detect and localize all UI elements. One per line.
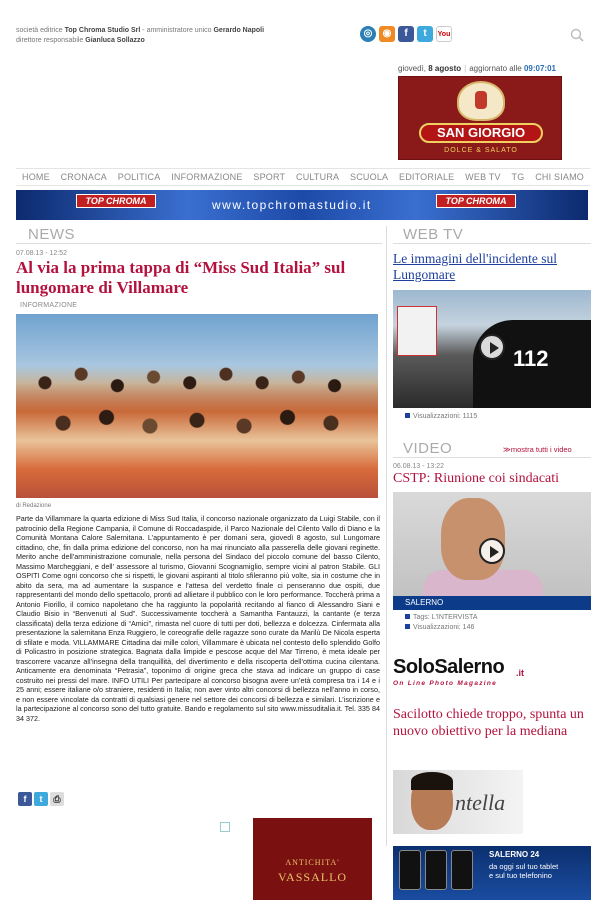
banner-logo-left: TOP CHROMA (76, 194, 156, 208)
play-icon[interactable] (479, 334, 505, 360)
solosalerno-tagline: On Line Photo Magazine (393, 680, 498, 687)
share-twitter-icon[interactable]: t (34, 792, 48, 806)
salerno24-brand: SALERNO 24 (489, 850, 540, 859)
banner-url: www.topchromastudio.it (212, 198, 372, 212)
show-all-videos-link[interactable]: ≫mostra tutti i video (503, 445, 572, 454)
article-title[interactable]: Al via la prima tappa di “Miss Sud Italia” sul lungomare di Villamare (16, 258, 346, 297)
article-byline: di Redazione (16, 503, 52, 509)
webtv-thumbnail[interactable] (393, 290, 591, 408)
salerno24-text (489, 862, 558, 880)
player-hair (411, 772, 453, 790)
phone-icon (399, 850, 421, 890)
phone-icon (451, 850, 473, 890)
news-section-header (16, 226, 382, 244)
director-label: direttore responsabile (16, 37, 86, 44)
share-facebook-icon[interactable]: f (18, 792, 32, 806)
video-views (405, 624, 474, 631)
nav-chi-siamo[interactable]: CHI SIAMO (535, 172, 584, 182)
salerno24-line2: e sul tuo telefonino (489, 871, 552, 880)
salerno24-line1: da oggi sul tuo tablet (489, 862, 559, 871)
publisher-text: società editrice (16, 27, 65, 34)
article-category[interactable]: INFORMAZIONE (20, 302, 78, 309)
publisher-info (16, 26, 296, 46)
video-title[interactable]: CSTP: Riunione coi sindacati (393, 471, 560, 486)
solosalerno-photo[interactable] (393, 770, 523, 834)
video-play-icon[interactable] (479, 538, 505, 564)
solosalerno-suffix: .it (516, 668, 524, 678)
search-icon[interactable] (570, 28, 584, 42)
topchroma-banner[interactable] (16, 190, 588, 220)
main-nav (16, 168, 590, 186)
solosalerno-name: SoloSalerno (393, 656, 505, 678)
sponsor-tagline: DOLCE & SALATO (444, 147, 518, 154)
banner-logo-right: TOP CHROMA (436, 194, 516, 208)
ad-book-line1: ANTICHITA' (285, 858, 340, 867)
publisher-text-2: - amministratore unico (140, 27, 214, 34)
nav-webtv[interactable]: WEB TV (465, 172, 501, 182)
nav-scuola[interactable]: SCUOLA (350, 172, 389, 182)
photo-sponsor-text: ntella (455, 790, 506, 815)
webtv-views-text: Visualizzazioni: 1115 (413, 413, 478, 420)
director-name: Gianluca Sollazzo (85, 37, 145, 44)
video-date: 06.08.13 - 13:22 (393, 463, 444, 470)
article-photo (16, 314, 378, 498)
ad-book-line2: VASSALLO (277, 870, 348, 884)
news-section-title: NEWS (28, 226, 75, 243)
nav-cronaca[interactable]: CRONACA (60, 172, 107, 182)
date-day: giovedì, (398, 64, 429, 73)
sponsor-ad[interactable] (398, 76, 562, 160)
nav-editoriale[interactable]: EDITORIALE (399, 172, 455, 182)
solosalerno-logo[interactable] (393, 656, 591, 692)
sponsor-emblem-icon (457, 81, 505, 121)
video-views-text: Visualizzazioni: 146 (413, 624, 475, 631)
salerno24-ad[interactable] (393, 846, 591, 900)
share-icons (18, 792, 64, 806)
youtube-icon[interactable]: You (436, 26, 452, 42)
nav-cultura[interactable]: CULTURA (296, 172, 340, 182)
updated-label: aggiornato alle (469, 64, 524, 73)
column-divider (386, 226, 387, 846)
phone-icon (425, 850, 447, 890)
publisher-company: Top Chroma Studio Srl (64, 27, 141, 34)
ambulance-shape (397, 306, 437, 356)
article-date: 07.08.13 - 12:52 (16, 250, 67, 257)
updated-time: 09:07:01 (523, 64, 556, 73)
nav-politica[interactable]: POLITICA (117, 172, 161, 182)
facebook-icon[interactable]: f (398, 26, 414, 42)
small-ad-icon[interactable] (220, 822, 230, 832)
car-plate: 112 (513, 346, 549, 371)
webtv-title[interactable]: Le immagini dell'incidente sul Lungomare (393, 251, 558, 282)
video-lower-bar: SALERNO (393, 596, 591, 610)
video-tags[interactable] (405, 614, 478, 621)
circle-icon[interactable]: ◎ (360, 26, 376, 42)
date-value: 8 agosto (428, 64, 462, 73)
sponsor-name: SAN GIORGIO (419, 123, 543, 143)
nav-sport[interactable]: SPORT (253, 172, 286, 182)
publisher-admin: Gerardo Napoli (213, 27, 265, 34)
social-icons (360, 26, 452, 42)
antichita-ad[interactable] (253, 818, 372, 900)
article-body: Parte da Villammare la quarta edizione di Miss Sud Italia, il concorso nazionale organizzato da Luigi Stabile, con il patrocinio della Regione Campania, il Comune di Roccadaspide, il Parco Nazionale del Cilento Vallo di Diano e la Comunità Montana Calore Salernitana. L’appuntamento è per domani sera, giovedì 8 agosto, sul Lungomare cittadino, che, fin dalla prima edizione del concorso, non ha mai rinunciato alla passerella delle giovani reginette. Merito anche dell’amministrazione comunale, nella persona del Sindaco del piccolo comune del basso Cilento, Massimo Marcheggiani, e dell’ assessore al turismo, Giovanni Scognamiglio, sempre vicini al patron Stabile. GLI OSPITI Come ogni concorso che si rispetti, le giovani aspiranti al titolo sfileranno più volte, sia in costume che in abito da sera, ma ad aumentare la suspance e l’attesa del verdetto finale ci penseranno due ospiti, due rappresentanti del mondo dello spettacolo, pronti ad allietare il pubblico con le loro performance. Toccherà prima a Antonio Fiorillo, il comico napoletano che ha raggiunto la popolarità recitando al fianco di Alessandro Siani e Claudio Bisio in “Benvenuti al Sud”. Successivamente toccherà a Samantha Fantauzzi, la cantante (e terza classificata) della terza edizione di “Amici”, rimasta nel cuore di tutti per doti, bellezza e dolcezza. Cinfermata alla presentazione la salernitana Enza Ruggiero, le coreografie delle ragazze sono curate da Marilù De Nicola esperta di sfilate e moda. VILLAMMARE Cittadina dai mille colori, Villammare è ubicata nel contesto dello splendido Golfo di Policastro in posizione strategica. Bagnata dalla limpide e pescose acque del Mar Tirreno, è meta ideale per trascorrere vacanze all’insegna della tranquillità, del divertimento e della riscoperta dell’ottima cucina cilentana. Anticamente era denominata “Petrasia”, toponimo di origine greca che stava ad indicare un gruppo di case costruito nei pressi del mare. INFO UTILI Per partecipare al concorso bisogna avere un’età compresa tra i 14 e i 25 anni; essere italiane o/o straniere, residenti in Italia; non aver vinto altri concorsi di bellezza nell’anno in corso, e non essere vincolate da contratti di qualsiasi genere nel settore dei concorsi di bellezza e similari. L’iscrizione e la partecipazione al concorso sono del tutto gratuite. Bando e regolamento sul sito www.missuditalia.it. Tel. 335 84 34 372. (16, 514, 380, 723)
video-tags-text: Tags: L'INTERVISTA (413, 614, 478, 621)
twitter-icon[interactable]: t (417, 26, 433, 42)
date-bar: giovedì, 8 agosto | aggiornato alle 09:07:01 (398, 64, 556, 73)
webtv-section-title: WEB TV (403, 226, 464, 243)
video-section-title: VIDEO (403, 440, 453, 457)
solosalerno-title[interactable]: Sacilotto chiede troppo, spunta un nuovo obiettivo per la mediana (393, 707, 584, 739)
nav-informazione[interactable]: INFORMAZIONE (171, 172, 243, 182)
webtv-section-header (393, 226, 591, 244)
nav-tg[interactable]: TG (511, 172, 525, 182)
webtv-views (405, 413, 477, 420)
nav-home[interactable]: HOME (22, 172, 50, 182)
print-icon[interactable]: ⎙ (50, 792, 64, 806)
photo-crowd (16, 354, 378, 498)
video-thumbnail[interactable] (393, 492, 591, 610)
rss-icon[interactable]: ◉ (379, 26, 395, 42)
